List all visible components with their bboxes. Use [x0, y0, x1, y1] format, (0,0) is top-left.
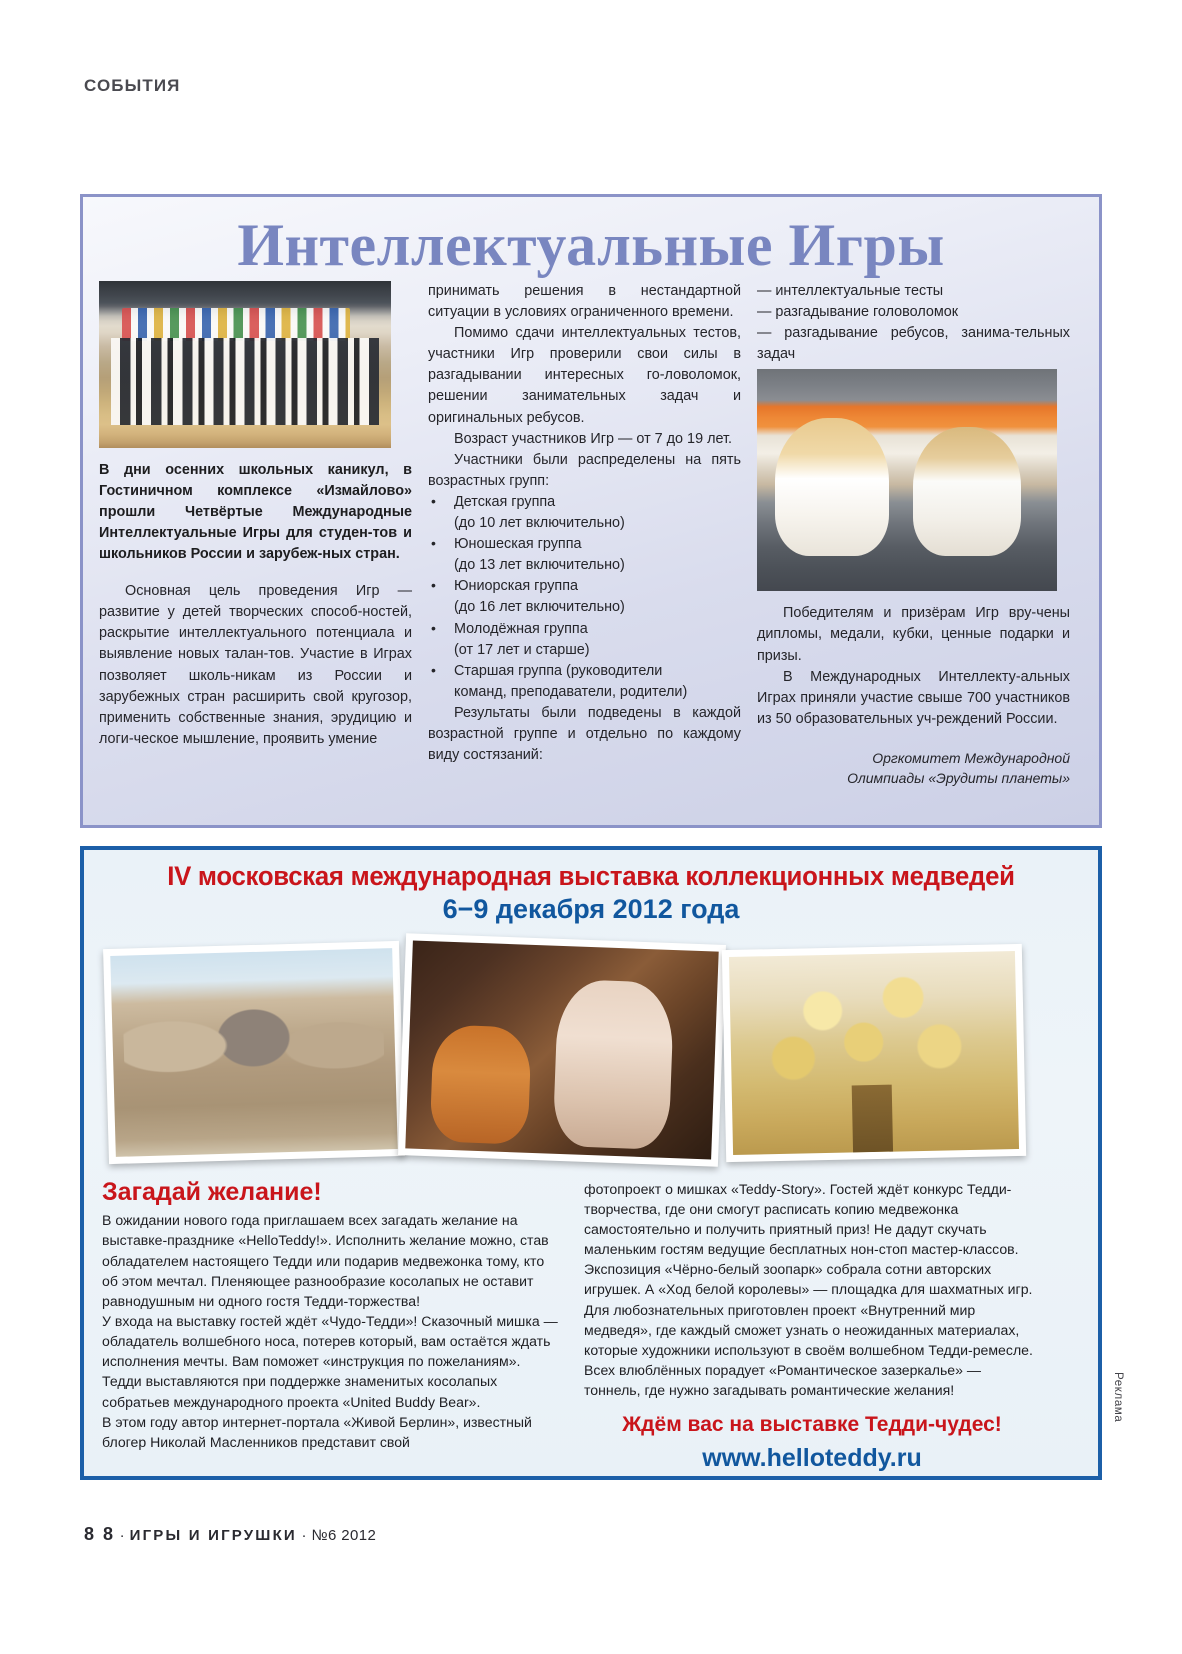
article1-signature: [757, 748, 1070, 789]
bullet-icon: •: [431, 577, 436, 594]
list-item: [428, 534, 741, 576]
bullet-icon: •: [431, 492, 436, 509]
article1-col2-paragraph-3: Возраст участников Игр — от 7 до 19 лет.: [454, 430, 732, 447]
age-group-name: Детская группа: [454, 493, 556, 510]
article1-col2-paragraph-4: Участники были распределены на пять возрастных групп:: [428, 451, 741, 489]
three-grey-teddy-bears-photo: [103, 941, 405, 1164]
school-children-on-stage-photo: [99, 281, 391, 448]
two-girls-solving-puzzle-photo: [757, 369, 1057, 591]
age-group-range: (до 13 лет включительно): [454, 557, 625, 574]
advert-header: [84, 850, 1098, 925]
advert-date: 6−9 декабря 2012 года: [442, 893, 740, 924]
list-item: [428, 492, 741, 534]
page-footer: [84, 1524, 376, 1545]
bullet-icon: •: [431, 535, 436, 552]
footer-separator-left: ·: [119, 1527, 126, 1544]
age-group-range: (от 17 лет и старше): [454, 641, 590, 658]
article-intellectual-games: [80, 194, 1102, 828]
age-group-name: Юниорская группа: [454, 578, 579, 595]
article1-column-2: [428, 281, 741, 789]
article1-title: Интеллектуальные Игры: [237, 212, 945, 278]
article1-col1-paragraph-1: Основная цель проведения Игр — развитие у детей творческих способ-ностей, раскрытие интеллектуального потенциала и выявление новых талан-тов. Участие в Играх позволяет школь-никам из России и зарубежных стран расширить свой кругозор, применить собственные знания, эрудицию и логи-ческое мышление, проявить умение: [99, 583, 412, 747]
advert-title: IV московская международная выставка коллекционных медведей: [167, 861, 1015, 891]
advert-photo-strip: [84, 939, 1098, 1171]
age-group-name: Молодёжная группа: [454, 620, 588, 637]
advert-columns: [84, 1175, 1098, 1474]
list-item: [428, 661, 741, 703]
article1-column-3: [757, 281, 1070, 789]
age-group-name: Старшая группа (руководители: [454, 662, 663, 679]
age-group-range: (до 16 лет включительно): [454, 599, 625, 616]
footer-separator-right: ·: [301, 1527, 307, 1544]
advert-left-text: В ожидании нового года приглашаем всех загадать желание на выставке-празднике «HelloTeddy!». Исполнить желание можно, став обладателем настоящего Тедди или подарив медвежонка тому, кто об этом мечтал. Пленяющее разнообразие косолапых не оставит равнодушным ни одного гостя Тедди-торжества! У входа на выставку гостей ждёт «Чудо-Тедди»! Сказочный мишка — обладатель волшебного носа, потерев который, вам остаётся ждать исполнения мечты. Вам поможет «инструкция по пожеланиям». Тедди выставляются при поддержке знаменитых косолапых собратьев международного проекта «United Buddy Bear». В этом году автор интернет-портала «Живой Берлин», известный блогер Николай Масленников представит свой: [102, 1212, 558, 1450]
advert-heading: Загадай желание!: [102, 1177, 322, 1206]
disciplines-list: [757, 281, 1070, 365]
bullet-icon: •: [431, 661, 436, 678]
bullet-icon: •: [431, 619, 436, 636]
age-group-name: Юношеская группа: [454, 536, 582, 553]
article1-col2-paragraph-1: принимать решения в нестандартной ситуации в условиях ограниченного времени.: [428, 283, 741, 321]
golden-autumn-tree-sculpture-photo: [722, 944, 1026, 1162]
article1-col2-paragraph-5: Результаты были подведены в каждой возрастной группе и отдельно по каждому виду состязаний:: [428, 704, 741, 764]
age-group-range: (до 10 лет включительно): [454, 515, 625, 532]
article1-col3-paragraph-2: В Международных Интеллекту-альных Играх приняли участие свыше 700 участников из 50 образовательных уч-реждений России.: [757, 668, 1070, 727]
age-groups-list: [428, 492, 741, 703]
discipline-item: — разгадывание ребусов, занима-тельных задач: [757, 325, 1070, 363]
article1-column-1: [99, 281, 412, 789]
journal-name: ИГРЫ И ИГРУШКИ: [129, 1527, 297, 1544]
advert-column-left: [102, 1179, 558, 1474]
article1-col3-paragraph-1: Победителям и призёрам Игр вру-чены дипломы, медали, кубки, ценные подарки и призы.: [757, 605, 1070, 664]
teddy-bears-in-wooden-room-photo: [398, 933, 726, 1167]
advert-column-right: [584, 1179, 1040, 1474]
signature-line-1: Оргкомитет Международной: [872, 749, 1070, 766]
reklama-label: Реклама: [1112, 1372, 1124, 1423]
signature-line-2: Олимпиады «Эрудиты планеты»: [847, 770, 1070, 787]
list-item: [428, 576, 741, 618]
discipline-item: — разгадывание головоломок: [757, 304, 959, 321]
photo-inner: [729, 951, 1019, 1155]
list-item: [428, 619, 741, 661]
page-number: 8 8: [84, 1524, 116, 1544]
running-head: СОБЫТИЯ: [84, 76, 181, 95]
issue-number: №6 2012: [311, 1527, 377, 1544]
discipline-item: — интеллектуальные тесты: [757, 283, 944, 299]
advert-website-url[interactable]: www.helloteddy.ru: [702, 1444, 922, 1473]
article1-lead-paragraph: В дни осенних школьных каникул, в Гостиничном комплексе «Измайлово» прошли Четвёртые Международные Интеллектуальные Игры для студен-тов и школьников России и зарубеж-ных стран.: [99, 462, 412, 563]
article1-col2-paragraph-2: Помимо сдачи интеллектуальных тестов, участники Игр проверили свои силы в разгадывании интересных го-ловоломок, решении занимательных задач и оригинальных ребусов.: [428, 325, 741, 426]
advert-teddy-expo: [80, 846, 1102, 1480]
photo-inner: [405, 940, 718, 1159]
article1-columns: [83, 281, 1099, 789]
age-group-range: команд, преподаватели, родители): [454, 683, 688, 700]
advert-right-text: фотопроект о мишках «Teddy-Story». Гостей ждёт конкурс Тедди-творчества, где они смогут расписать копию медвежонка самостоятельно и получить приятный приз! Не дадут скучать маленьким гостям ведущие бесплатных нон-стоп мастер-классов. Экспозиция «Чёрно-белый зоопарк» собрала сотни авторских игрушек. А «Ход белой королевы» — площадка для шахматных игр. Для любознательных приготовлен проект «Внутренний мир медведя», где каждый сможет узнать о неожиданных материалах, которые художники используют в своём волшебном Тедди-ремесле. Всех влюблённых порадует «Романтическое зазеркалье» — тоннель, где нужно загадывать романтические желания!: [584, 1180, 1033, 1399]
photo-inner: [110, 948, 398, 1157]
advert-call-to-action: Ждём вас на выставке Тедди-чудес!: [622, 1413, 1002, 1437]
